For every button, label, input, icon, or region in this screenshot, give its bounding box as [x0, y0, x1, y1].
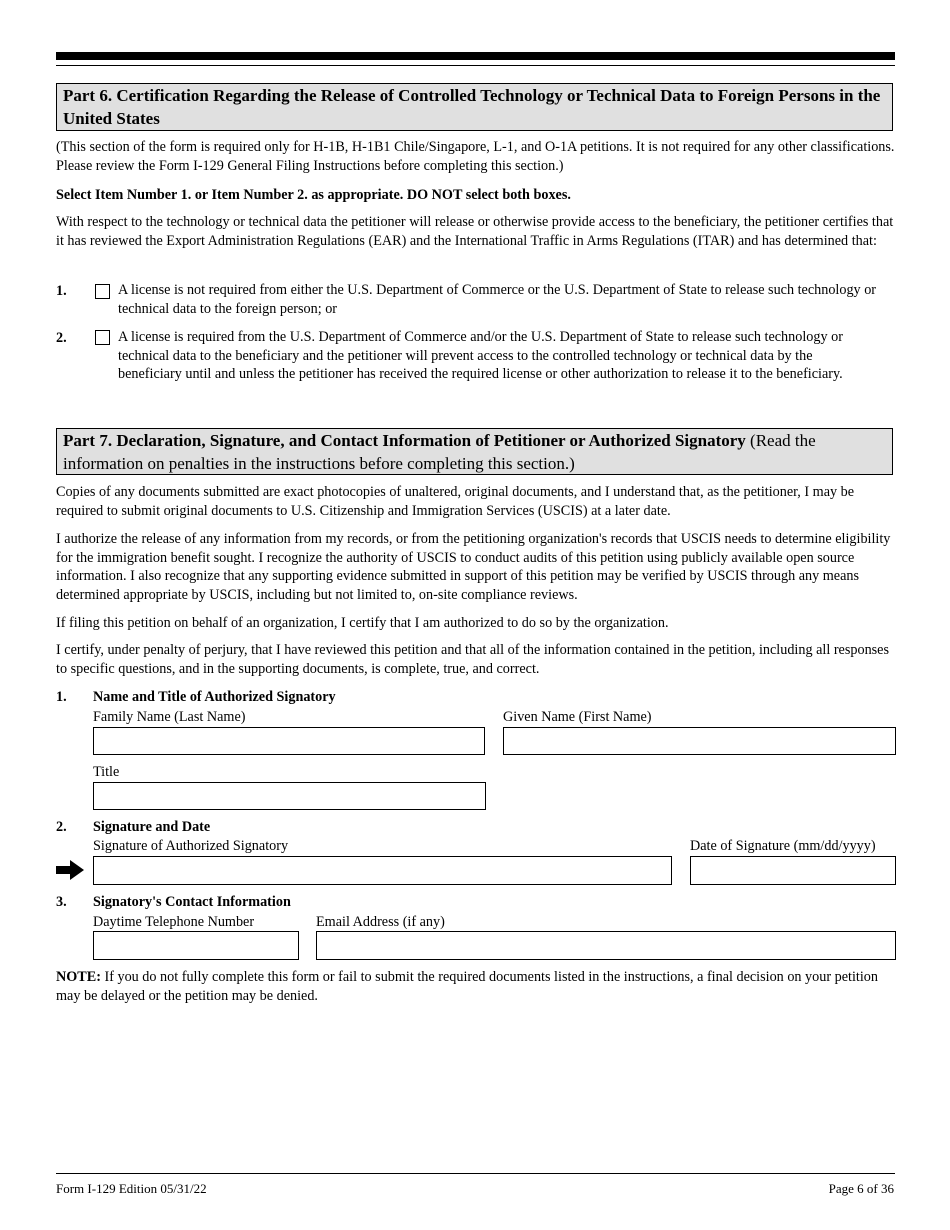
signature-input[interactable]: [93, 856, 672, 885]
top-thick-rule: [56, 52, 895, 60]
title-label: Title: [93, 764, 120, 780]
email-label: Email Address (if any): [316, 914, 445, 930]
part7-heading-normal: (Read the information on penalties in the instructions before completing this section.): [63, 431, 816, 473]
license-not-required-checkbox[interactable]: [95, 284, 110, 299]
date-of-signature-label: Date of Signature (mm/dd/yyyy): [690, 838, 876, 854]
part6-item2-text: A license is required from the U.S. Department of Commerce and/or the U.S. Department of State to release such technology or technical data to the beneficiary and the petitioner will prevent access to the controlled technology or technical data by the beneficiary until and unless the petitioner has received the required license or other authorization to release it to the beneficiary.: [118, 329, 843, 383]
license-required-checkbox[interactable]: [95, 330, 110, 345]
part7-item1-label: Name and Title of Authorized Signatory: [93, 689, 336, 705]
part7-paragraph-2: I authorize the release of any information from my records, or from the petitioning organization's records that USCIS needs to determine eligibility for the immigration benefit sought. I recognize the authority of USCIS to conduct audits of this petition using publicly available open source information. I also recognize that any supporting evidence submitted in support of this petition may be verified by USCIS through any means determined appropriate by USCIS, including but not limited to, on-site compliance reviews.: [56, 531, 891, 603]
daytime-phone-input[interactable]: [93, 931, 299, 960]
footer-rule: [56, 1173, 895, 1174]
page-number: Page 6 of 36: [828, 1181, 894, 1196]
note-label: NOTE:: [56, 969, 101, 985]
part7-item3-label: Signatory's Contact Information: [93, 894, 291, 910]
part7-item2-label: Signature and Date: [93, 819, 211, 835]
date-of-signature-input[interactable]: [690, 856, 896, 885]
part7-item1-number: 1.: [56, 689, 67, 705]
part6-item2-number: 2.: [56, 330, 67, 346]
family-name-input[interactable]: [93, 727, 485, 755]
email-input[interactable]: [316, 931, 896, 960]
part6-heading: [56, 83, 893, 131]
part7-paragraph-4: I certify, under penalty of perjury, that I have reviewed this petition and that all of the information contained in the petition, including all responses to specific questions, and in the supporting documents, is complete, true, and correct.: [56, 642, 890, 677]
title-input[interactable]: [93, 782, 486, 810]
part6-select-instruction: Select Item Number 1. or Item Number 2. as appropriate. DO NOT select both boxes.: [56, 187, 571, 203]
note: [56, 968, 896, 1005]
family-name-label: Family Name (Last Name): [93, 709, 246, 725]
given-name-input[interactable]: [503, 727, 896, 755]
note-text: If you do not fully complete this form or fail to submit the required documents listed in the instructions, a final decision on your petition may be delayed or the petition may be denied.: [56, 969, 878, 1004]
part6-item1-text: A license is not required from either the U.S. Department of Commerce or the U.S. Department of State to release such technology or technical data to the foreign person; or: [118, 282, 877, 317]
part7-item3-number: 3.: [56, 894, 67, 910]
form-edition: Form I-129 Edition 05/31/22: [56, 1181, 207, 1196]
part7-item2-number: 2.: [56, 819, 67, 835]
phone-label: Daytime Telephone Number: [93, 914, 255, 930]
given-name-label: Given Name (First Name): [503, 709, 652, 725]
part7-heading-bold: Part 7. Declaration, Signature, and Contact Information of Petitioner or Authorized Signatory: [63, 431, 746, 450]
part6-item1-number: 1.: [56, 283, 67, 299]
part7-paragraph-3: If filing this petition on behalf of an organization, I certify that I am authorized to do so by the organization.: [56, 615, 669, 631]
signature-label: Signature of Authorized Signatory: [93, 838, 289, 854]
part6-heading-text: Part 6. Certification Regarding the Release of Controlled Technology or Technical Data to Foreign Persons in the United States: [63, 86, 881, 128]
part6-intro: (This section of the form is required only for H-1B, H-1B1 Chile/Singapore, L-1, and O-1A petitions. It is not required for any other classifications. Please review the Form I-129 General Filing Instructions before completing this section.): [56, 139, 895, 174]
top-thin-rule: [56, 65, 895, 66]
part7-heading: [56, 428, 893, 475]
part7-paragraph-1: Copies of any documents submitted are exact photocopies of unaltered, original documents, and I understand that, as the petitioner, I may be required to submit original documents to U.S. Citizenship and Immigration Services (USCIS) at a later date.: [56, 484, 855, 519]
part6-respect-text: With respect to the technology or technical data the petitioner will release or otherwise provide access to the beneficiary, the petitioner certifies that it has reviewed the Export Administration Regulations (EAR) and the International Traffic in Arms Regulations (ITAR) and has determined that:: [56, 214, 894, 249]
arrow-right-icon: [56, 860, 84, 886]
